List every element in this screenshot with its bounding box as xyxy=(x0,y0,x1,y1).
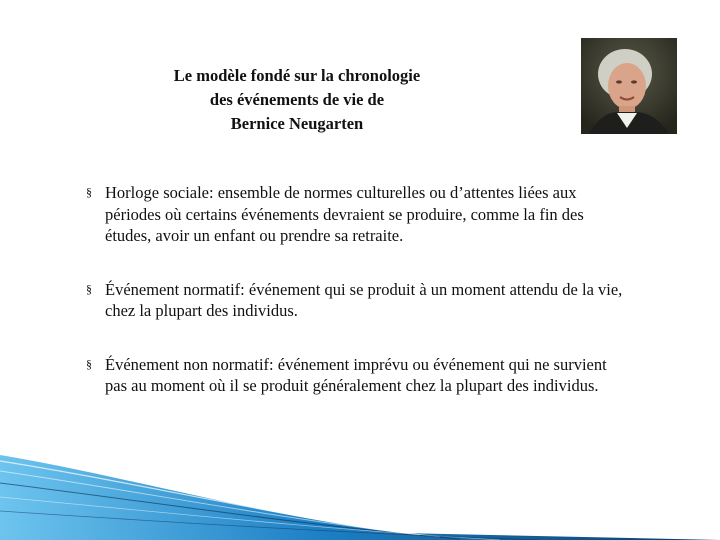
decorative-swoosh xyxy=(0,455,720,540)
slide-title-line-3: Bernice Neugarten xyxy=(230,114,364,133)
bullet-social-clock xyxy=(86,182,686,247)
person-photo-icon xyxy=(581,38,677,134)
bullet-marker-icon: § xyxy=(86,185,92,199)
bullet-line: études, avoir un enfant ou prendre sa retraite. xyxy=(105,226,404,245)
slide-title xyxy=(122,64,472,136)
portrait-photo xyxy=(581,38,677,134)
bullet-line: Événement normatif: événement qui se produit à un moment attendu de la vie, xyxy=(105,279,623,299)
bullet-non-normative-event xyxy=(86,354,686,397)
bullet-line: périodes où certains événements devraient se produire, comme la fin des xyxy=(105,204,584,224)
bullet-line: Horloge sociale: ensemble de normes culturelles ou d’attentes liées aux xyxy=(105,183,577,202)
bullet-list xyxy=(86,182,686,429)
slide-title-line-1: Le modèle fondé sur la chronologie xyxy=(173,66,421,85)
bullet-line: chez la plupart des individus. xyxy=(105,301,298,320)
bullet-line: pas au moment où il se produit généralement chez la plupart des individus. xyxy=(105,376,599,395)
bullet-normative-event xyxy=(86,279,686,322)
bullet-marker-icon: § xyxy=(86,281,92,296)
bullet-marker-icon: § xyxy=(86,356,92,371)
slide-title-line-2: des événements de vie de xyxy=(209,90,385,109)
bullet-line: Événement non normatif: événement imprévu ou événement qui ne survient xyxy=(105,354,607,374)
